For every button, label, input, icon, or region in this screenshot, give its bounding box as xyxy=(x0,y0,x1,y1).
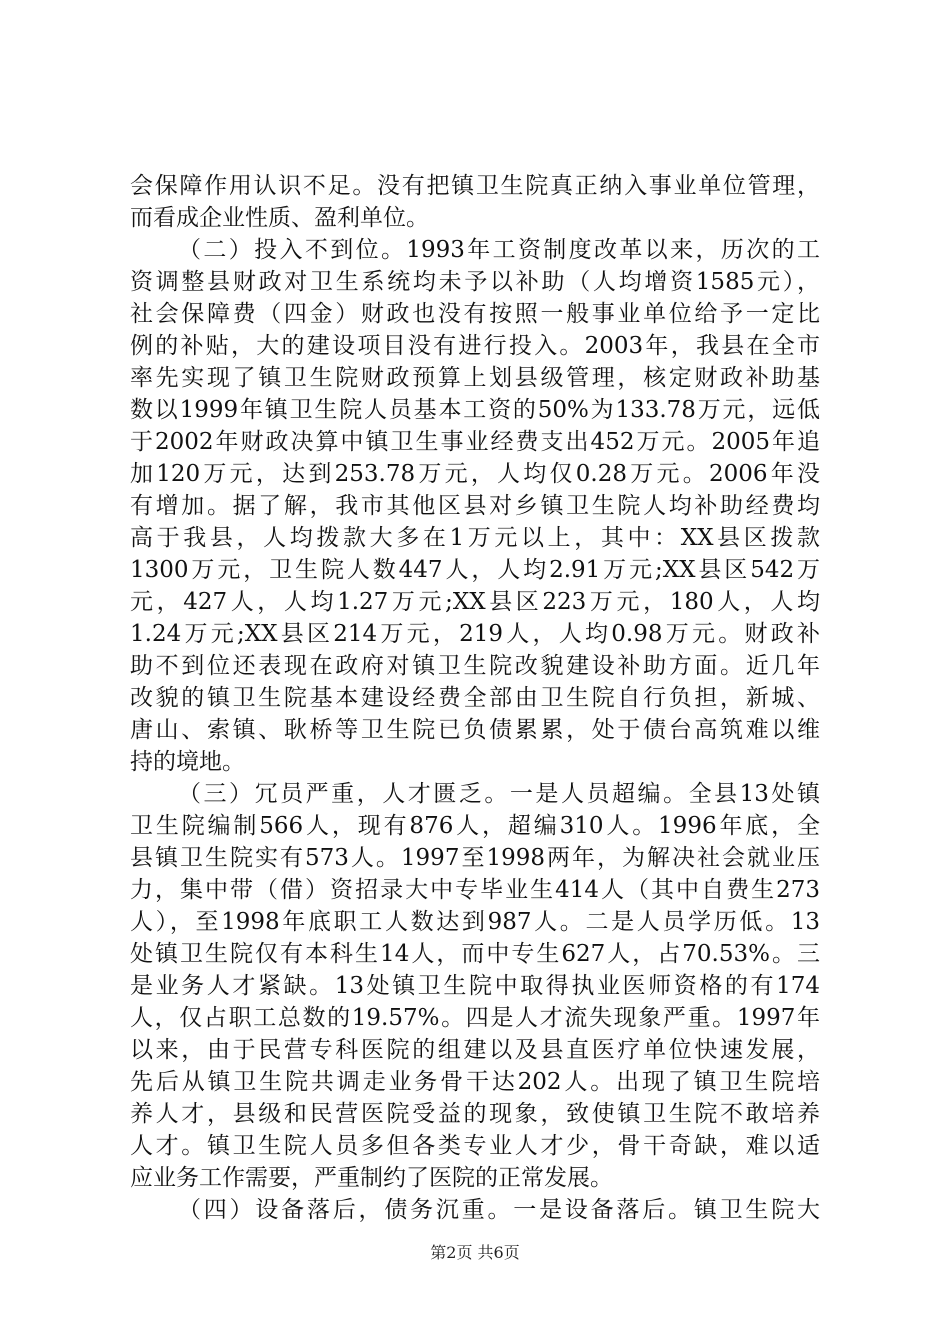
paragraph-heading-line: （二）投入不到位。1993年工资制度改革以来，历次的工 xyxy=(178,237,820,263)
text-line: 应业务工作需要，严重制约了医院的正常发展。 xyxy=(130,1165,613,1191)
text-line: 社会保障费（四金）财政也没有按照一般事业单位给予一定比 xyxy=(130,301,820,327)
page-number-footer: 第2页 共6页 xyxy=(430,1243,520,1262)
text-line: 改貌的镇卫生院基本建设经费全部由卫生院自行负担，新城、 xyxy=(130,685,820,711)
text-line: 处镇卫生院仅有本科生14人，而中专生627人，占70.53%。三 xyxy=(130,941,820,967)
text-line: 于2002年财政决算中镇卫生事业经费支出452万元。2005年追 xyxy=(130,429,820,455)
paragraph-heading-line: （三）冗员严重，人才匮乏。一是人员超编。全县13处镇 xyxy=(178,781,820,807)
text-line: 先后从镇卫生院共调走业务骨干达202人。出现了镇卫生院培 xyxy=(130,1069,820,1095)
text-line: 有增加。据了解，我市其他区县对乡镇卫生院人均补助经费均 xyxy=(130,493,820,519)
text-line: 以来，由于民营专科医院的组建以及县直医疗单位快速发展， xyxy=(130,1037,820,1063)
text-line: 例的补贴，大的建设项目没有进行投入。2003年，我县在全市 xyxy=(130,333,820,359)
text-line: 率先实现了镇卫生院财政预算上划县级管理，核定财政补助基 xyxy=(130,365,820,391)
text-line: 卫生院编制566人，现有876人，超编310人。1996年底，全 xyxy=(130,813,820,839)
text-line: 是业务人才紧缺。13处镇卫生院中取得执业医师资格的有174 xyxy=(130,973,820,999)
text-line: 人才。镇卫生院人员多但各类专业人才少，骨干奇缺，难以适 xyxy=(130,1133,820,1159)
text-line: 元，427人，人均1.27万元;XX县区223万元，180人，人均 xyxy=(130,589,820,615)
text-line: 力，集中带（借）资招录大中专毕业生414人（其中自费生273 xyxy=(130,877,820,903)
text-line: 人，仅占职工总数的19.57%。四是人才流失现象严重。1997年 xyxy=(130,1005,820,1031)
text-line: 1.24万元;XX县区214万元，219人，人均0.98万元。财政补 xyxy=(130,621,820,647)
text-line: 数以1999年镇卫生院人员基本工资的50%为133.78万元，远低 xyxy=(130,397,820,423)
text-line: 加120万元，达到253.78万元，人均仅0.28万元。2006年没 xyxy=(130,461,820,487)
text-line: 高于我县，人均拨款大多在1万元以上，其中：XX县区拨款 xyxy=(130,525,820,551)
text-line: 助不到位还表现在政府对镇卫生院改貌建设补助方面。近几年 xyxy=(130,653,820,679)
text-line: 会保障作用认识不足。没有把镇卫生院真正纳入事业单位管理， xyxy=(130,173,820,199)
text-line: 1300万元，卫生院人数447人，人均2.91万元;XX县区542万 xyxy=(130,557,820,583)
text-line: 资调整县财政对卫生系统均未予以补助（人均增资1585元）， xyxy=(130,269,820,295)
text-line: 养人才，县级和民营医院受益的现象，致使镇卫生院不敢培养 xyxy=(130,1101,820,1127)
text-line: 唐山、索镇、耿桥等卫生院已负债累累，处于债台高筑难以维 xyxy=(130,717,820,743)
text-line: 而看成企业性质、盈利单位。 xyxy=(130,205,429,231)
paragraph-heading-line: （四）设备落后，债务沉重。一是设备落后。镇卫生院大 xyxy=(178,1197,820,1223)
text-line: 县镇卫生院实有573人。1997至1998两年，为解决社会就业压 xyxy=(130,845,820,871)
text-line: 持的境地。 xyxy=(130,749,245,775)
text-line: 人），至1998年底职工人数达到987人。二是人员学历低。13 xyxy=(130,909,820,935)
